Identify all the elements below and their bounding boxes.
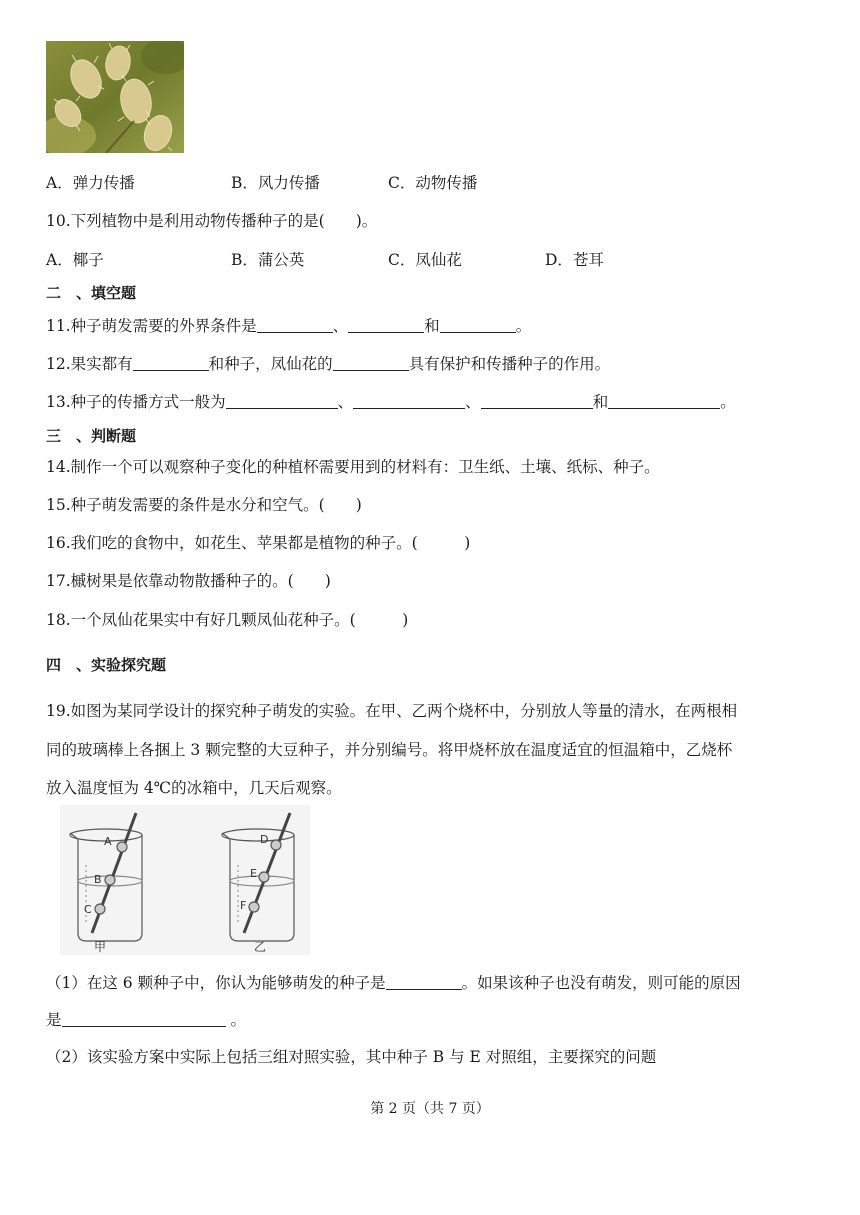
question-19-line-3: 放入温度恒为 4℃的冰箱中，几天后观察。 <box>46 779 342 797</box>
section-heading-true-false: 三 、判断题 <box>46 427 137 445</box>
question-text: 11.种子萌发需要的外界条件是 <box>46 317 257 335</box>
separator: 、 <box>465 393 481 411</box>
question-text: 12.果实都有 <box>46 355 133 373</box>
option-d: D．苍耳 <box>545 251 604 269</box>
question-19-sub-1 <box>46 971 741 993</box>
question-12 <box>46 352 610 374</box>
end-mark: 。 <box>515 317 532 335</box>
section-heading-fill-in: 二 、填空题 <box>46 284 137 302</box>
answer-blank[interactable] <box>333 355 409 372</box>
option-c: C．动物传播 <box>388 174 478 192</box>
answer-blank[interactable] <box>257 317 333 334</box>
question-19-line-1: 19.如图为某同学设计的探究种子萌发的实验。在甲、乙两个烧杯中，分别放人等量的清水，在两根相 <box>46 702 738 720</box>
separator: 、 <box>332 317 349 335</box>
question-19-line-2: 同的玻璃棒上各捆上 3 颗完整的大豆种子，并分别编号。将甲烧杯放在温度适宜的恒温箱中，乙烧杯 <box>46 741 733 759</box>
answer-blank[interactable] <box>440 317 516 334</box>
question-text: 和种子，凤仙花的 <box>208 355 333 373</box>
question-19-sub-1-cont <box>46 1008 246 1030</box>
option-a: A．弹力传播 <box>46 174 135 192</box>
question-16: 16.我们吃的食物中，如花生、苹果都是植物的种子。( ) <box>46 534 471 552</box>
seed-label-f: F <box>240 899 247 912</box>
cocklebur-photo <box>46 41 184 153</box>
answer-blank[interactable] <box>62 1011 226 1028</box>
question-14: 14.制作一个可以观察种子变化的种植杯需要用到的材料有：卫生纸、土壤、纸标、种子。 <box>46 458 660 476</box>
end-mark: 。 <box>225 1011 246 1029</box>
seed-label-c: C <box>84 903 92 916</box>
question-13 <box>46 390 736 412</box>
question-17: 17.槭树果是依靠动物散播种子的。( ) <box>46 572 331 590</box>
question-15: 15.种子萌发需要的条件是水分和空气。( ) <box>46 496 362 514</box>
seed-label-d: D <box>260 833 269 846</box>
answer-blank[interactable] <box>353 393 465 410</box>
question-19-sub-2: （2）该实验方案中实际上包括三组对照实验，其中种子 B 与 E 对照组，主要探究的问题 <box>46 1048 657 1066</box>
question-11 <box>46 314 531 336</box>
section-heading-experiment: 四 、实验探究题 <box>46 656 167 674</box>
answer-blank[interactable] <box>226 393 338 410</box>
separator: 、 <box>337 393 354 411</box>
answer-blank[interactable] <box>348 317 424 334</box>
seed-label-e: E <box>250 867 257 880</box>
seed-label-a: A <box>104 835 112 848</box>
question-text: 具有保护和传播种子的作用。 <box>408 355 611 373</box>
beaker-caption-yi: 乙 <box>254 940 267 954</box>
question-text: 13.种子的传播方式一般为 <box>46 393 226 411</box>
question-10: 10.下列植物中是利用动物传播种子的是( )。 <box>46 212 378 230</box>
end-mark: 。 <box>720 393 736 411</box>
question-18: 18.一个凤仙花果实中有好几颗凤仙花种子。( ) <box>46 611 409 629</box>
option-a: A．椰子 <box>46 251 104 269</box>
answer-blank[interactable] <box>608 393 720 410</box>
question-text: （1）在这 6 颗种子中，你认为能够萌发的种子是 <box>46 974 386 992</box>
option-b: B．风力传播 <box>231 174 320 192</box>
option-c: C．凤仙花 <box>388 251 462 269</box>
question-text: 。如果该种子也没有萌发，则可能的原因 <box>461 974 741 992</box>
page-footer: 第 2 页（共 7 页） <box>370 1101 490 1117</box>
question-text: 是 <box>46 1011 62 1029</box>
seed-label-b: B <box>94 873 102 886</box>
separator: 和 <box>424 317 440 335</box>
separator: 和 <box>592 393 609 411</box>
answer-blank[interactable] <box>133 355 209 372</box>
answer-blank[interactable] <box>386 974 462 991</box>
beaker-caption-jia: 甲 <box>94 940 107 954</box>
answer-blank[interactable] <box>481 393 593 410</box>
beaker-experiment-figure <box>60 805 310 955</box>
option-b: B．蒲公英 <box>231 251 305 269</box>
